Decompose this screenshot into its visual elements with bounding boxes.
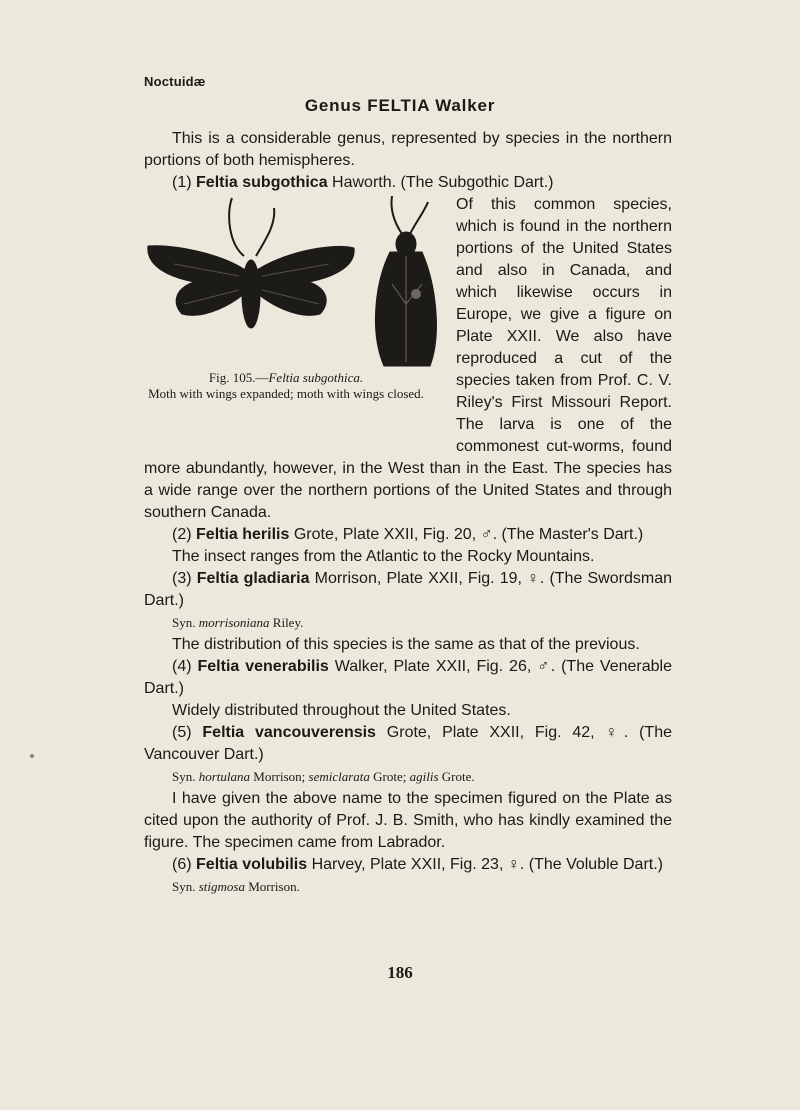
- species-description-text: Of this common species, which is found in the northern portions of the United States and also in Canada, and which likewise occurs in Europe, we give a figure on Plate XXII. We also have reproduced a cut of the species taken from Prof. C. V. Riley's First Missouri Report. The larva is one of the commonest cut-worms, found more abundantly, however, in the West than in the East. The species has a wide range over the northern portions of the United States and through southern Canada.: [144, 196, 672, 521]
- figure-caption-text: Moth with wings expanded; moth with wings closed.: [148, 386, 424, 401]
- syn-author: Grote;: [369, 769, 410, 784]
- species-heading-1: [144, 172, 672, 194]
- species-number: (3): [172, 570, 192, 587]
- species-description-5: I have given the above name to the specimen figured on the Plate as cited upon the authority of Prof. J. B. Smith, who has kindly examined the figure. The specimen came from Labrador.: [144, 790, 672, 851]
- species-number: (1): [172, 174, 192, 191]
- species-detail: Haworth. (The Subgothic Dart.): [327, 174, 554, 191]
- syn-name: stigmosa: [198, 879, 245, 894]
- species-heading-3: [144, 568, 672, 612]
- syn-label: Syn.: [172, 615, 199, 630]
- synonym-line-6: [144, 876, 672, 898]
- species-name: Feltia herilis: [196, 526, 290, 543]
- species-number: (5): [172, 724, 192, 741]
- species-number: (6): [172, 856, 192, 873]
- species-detail: Walker, Plate XXII, Fig. 26, ♂. (The Venerable Dart.): [144, 658, 672, 697]
- species-description-4: Widely distributed throughout the United States.: [172, 702, 511, 719]
- figure-title: Feltia subgothica.: [268, 370, 364, 385]
- moth-illustration: [144, 194, 444, 370]
- syn-author: Riley.: [269, 615, 304, 630]
- species-heading-4: [144, 656, 672, 700]
- species-name: Feltia venerabilis: [197, 658, 329, 675]
- syn-name: hortulana: [198, 769, 251, 784]
- running-head: Noctuidæ: [144, 74, 206, 89]
- species-heading-6: [144, 854, 672, 876]
- species-number: (2): [172, 526, 192, 543]
- paper-speck: [30, 754, 34, 758]
- moth-closed-icon: [375, 196, 436, 366]
- species-name: Feltia vancouverensis: [202, 724, 376, 741]
- intro-paragraph: This is a considerable genus, represented by species in the northern portions of both hemispheres.: [144, 130, 672, 169]
- species-name: Feltia subgothica: [196, 174, 328, 191]
- genus-title: Genus FELTIA Walker: [304, 96, 496, 115]
- syn-label: Syn.: [172, 769, 199, 784]
- species-description-1: [144, 194, 672, 524]
- figure-label: Fig. 105.—: [208, 370, 269, 385]
- species-detail: Harvey, Plate XXII, Fig. 23, ♀. (The Voluble Dart.): [307, 856, 663, 873]
- species-number: (4): [172, 658, 192, 675]
- species-description-2: The insect ranges from the Atlantic to the Rocky Mountains.: [172, 548, 595, 565]
- syn-name: agilis: [409, 769, 439, 784]
- syn-name: semiclarata: [308, 769, 370, 784]
- syn-name: morrisoniana: [198, 615, 270, 630]
- species-description-3: The distribution of this species is the same as that of the previous.: [172, 636, 640, 653]
- body-text: [144, 128, 672, 898]
- species-detail: Morrison, Plate XXII, Fig. 19, ♀. (The Swordsman Dart.): [144, 570, 672, 609]
- species-heading-2: [144, 524, 672, 546]
- synonym-line-3: [144, 612, 672, 634]
- page-number: 186: [387, 963, 413, 982]
- species-name: Feltia volubilis: [196, 856, 308, 873]
- species-heading-5: [144, 722, 672, 766]
- figure-caption: [134, 370, 438, 402]
- species-name: Feltia gladiaria: [196, 570, 310, 587]
- syn-author: Grote.: [438, 769, 475, 784]
- syn-author: Morrison.: [244, 879, 300, 894]
- syn-label: Syn.: [172, 879, 199, 894]
- species-detail: Grote, Plate XXII, Fig. 20, ♂. (The Master's Dart.): [289, 526, 644, 543]
- synonym-line-5: [144, 766, 672, 788]
- moth-expanded-icon: [148, 198, 354, 328]
- moth-figure: [144, 194, 444, 446]
- syn-author: Morrison;: [250, 769, 309, 784]
- species-detail: Grote, Plate XXII, Fig. 42, ♀. (The Vancouver Dart.): [144, 724, 673, 763]
